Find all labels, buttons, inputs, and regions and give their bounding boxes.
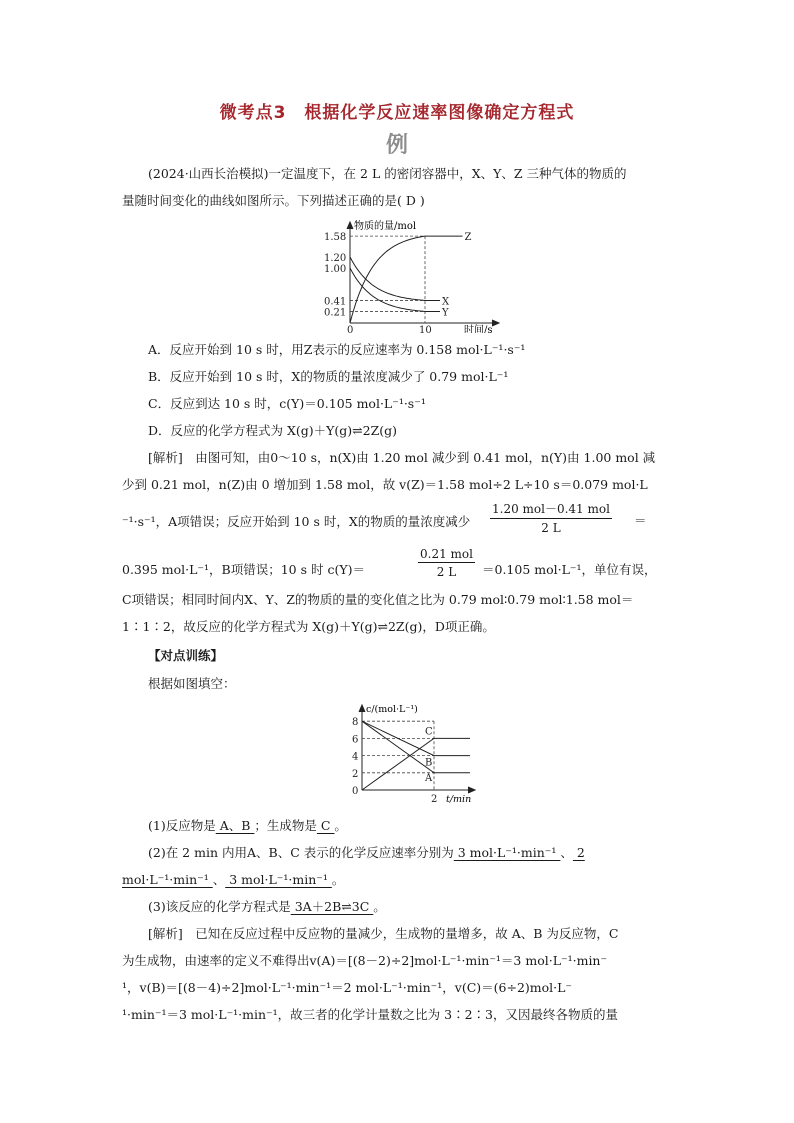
fill-q2-line-1: [148, 844, 585, 862]
analysis2-line-2: 为生成物，由速率的定义不难得出v(A)＝[(8－2)÷2]mol·L⁻¹·min⁻¹＝3 mol·L⁻¹·min⁻: [122, 953, 608, 968]
chart1-ytick: 0.41: [324, 296, 347, 308]
chart2-ytick: 0: [352, 786, 359, 797]
chart1-xtick-10: 10: [419, 325, 432, 333]
q3-answer-equation: 3A＋2B⇌3C: [290, 899, 374, 914]
chart2-ytick: 2: [352, 768, 359, 780]
example-heading: 例: [385, 133, 408, 158]
q3-text-a: (3)该反应的化学方程式是: [148, 899, 291, 914]
analysis2-line-4: ¹·min⁻¹＝3 mol·L⁻¹·min⁻¹，故三者的化学计量数之比为 3∶2∶3，又因最终各物质的量: [122, 1007, 618, 1022]
series-line-C: [362, 738, 470, 790]
chart-amount-vs-time: [318, 215, 508, 333]
q2-end: 。: [331, 872, 345, 887]
q2-answer-rate-c: 3 mol·L⁻¹·min⁻¹: [225, 872, 332, 887]
chart-concentration-vs-time: [340, 702, 476, 808]
q1-text-c: 。: [334, 818, 347, 833]
training-prompt: 根据如图填空：: [148, 676, 236, 691]
analysis1-line-5: C项错误；相同时间内X、Y、Z的物质的量的变化值之比为 0.79 mol∶0.79 mol∶1.58 mol＝: [122, 592, 634, 607]
chart2-ytick: 4: [352, 751, 359, 763]
q2-answer-rate-a: 3 mol·L⁻¹·min⁻¹: [453, 845, 561, 860]
analysis1-line-1: [解析] 由图可知，由0～10 s，n(X)由 1.20 mol 减少到 0.41 mol，n(Y)由 1.00 mol 减: [148, 450, 656, 465]
series-label-C: C: [425, 726, 433, 738]
series-label-X: X: [442, 296, 450, 308]
question-line-2: 量随时间变化的曲线如图所示。下列描述正确的是( D ): [122, 193, 425, 208]
fraction-cy-numerator: 0.21 mol: [420, 547, 473, 561]
q2-sep-2: 、: [212, 872, 226, 887]
series-line-Y: [350, 268, 440, 312]
analysis1-line-4a: 0.395 mol·L⁻¹，B项错误；10 s 时 c(Y)＝: [122, 562, 365, 577]
training-heading: 【对点训练】: [148, 648, 224, 663]
fill-q2-line-2: [122, 871, 344, 889]
fill-q3: [148, 898, 386, 916]
q2-answer-rate-b-start: 2: [572, 845, 585, 860]
chart1-ytick: 1.58: [324, 232, 347, 244]
chart1-ytick: 1.00: [324, 264, 347, 275]
q1-text-a: (1)反应物是: [148, 818, 216, 833]
chart1-ylabel: 物质的量/mol: [354, 221, 417, 232]
analysis2-line-3: ¹，v(B)＝[(8－4)÷2]mol·L⁻¹·min⁻¹＝2 mol·L⁻¹·min⁻¹，v(C)＝(6÷2)mol·L⁻: [122, 980, 573, 995]
chart1-xtick-0: 0: [347, 325, 354, 333]
chart2-ytick: 6: [352, 734, 359, 746]
q2-sep-1: 、: [560, 845, 573, 860]
chart1-xlabel: 时间/s: [464, 325, 493, 333]
q2-answer-rate-b-end: mol·L⁻¹·min⁻¹: [122, 872, 213, 887]
fill-q1: [148, 817, 347, 835]
chart2-ylabel: c/(mol·L⁻¹): [366, 704, 418, 715]
question-line-1: (2024·山西长治模拟)一定温度下，在 2 L 的密闭容器中，X、Y、Z 三种气体的物质的: [148, 166, 627, 181]
chart1-ytick: 0.21: [324, 307, 347, 319]
q1-text-b: ；生成物是: [254, 818, 317, 833]
analysis1-line-6: 1∶1∶2，故反应的化学方程式为 X(g)＋Y(g)⇌2Z(g)，D项正确。: [122, 619, 495, 634]
series-label-A: A: [425, 772, 433, 784]
series-label-Y: Y: [442, 307, 449, 319]
series-label-Z: Z: [464, 232, 472, 244]
analysis1-line-4b: ＝0.105 mol·L⁻¹，单位有误，: [482, 562, 657, 577]
option-d: D．反应的化学方程式为 X(g)＋Y(g)⇌2Z(g): [148, 423, 398, 438]
fraction-x-numerator: 1.20 mol－0.41 mol: [490, 500, 612, 519]
option-b: B．反应开始到 10 s 时，X的物质的量浓度减少了 0.79 mol·L⁻¹: [148, 369, 509, 384]
series-line-X: [350, 257, 440, 301]
option-a: A．反应开始到 10 s 时，用Z表示的反应速率为 0.158 mol·L⁻¹·s⁻¹: [148, 342, 526, 357]
fraction-cy: [418, 547, 475, 579]
fraction-x-change: [490, 500, 612, 535]
section-title: 微考点3 根据化学反应速率图像确定方程式: [219, 103, 575, 123]
q3-end: 。: [373, 899, 386, 914]
analysis1-line-2: 少到 0.21 mol，n(Z)由 0 增加到 1.58 mol，故 v(Z)＝1.58 mol÷2 L÷10 s＝0.079 mol·L: [122, 477, 648, 492]
chart2-ytick: 8: [352, 717, 359, 729]
chart1-ytick: 1.20: [324, 253, 347, 264]
q1-answer-products: C: [316, 818, 335, 833]
fraction-x-denominator: 2 L: [541, 521, 561, 535]
chart2-y-arrow: [359, 705, 365, 712]
fraction-x-equals: ＝: [634, 513, 647, 528]
analysis2-line-1: [解析] 已知在反应过程中反应物的量减少，生成物的量增多，故 A、B 为反应物，C: [148, 926, 619, 941]
series-label-B: B: [425, 757, 433, 769]
chart2-xlabel: t/min: [446, 794, 472, 805]
chart1-x-arrow: [492, 320, 499, 326]
fraction-cy-denominator: 2 L: [436, 565, 457, 579]
chart2-xtick-2: 2: [431, 794, 438, 805]
option-c: C．反应到达 10 s 时，c(Y)＝0.105 mol·L⁻¹·s⁻¹: [148, 396, 426, 411]
q1-answer-reactants: A、B: [215, 818, 255, 833]
analysis1-line-3: ⁻¹·s⁻¹，A项错误；反应开始到 10 s 时，X的物质的量浓度减少: [122, 514, 471, 529]
chart2-x-arrow: [468, 787, 475, 793]
q2-text-a: (2)在 2 min 内用A、B、C 表示的化学反应速率分别为: [148, 845, 454, 860]
chart1-y-arrow: [347, 222, 353, 229]
